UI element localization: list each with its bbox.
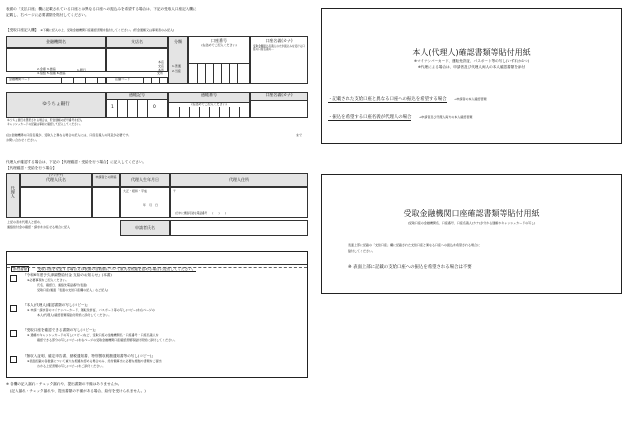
id-bullet-2-text: ・振込を希望する口座名義が代理人の場合	[328, 115, 412, 120]
proxy-furigana: (フリガナ)	[48, 173, 64, 177]
proxy-birth-header-cell	[120, 173, 170, 187]
doc-sub-1-3: 受取口座(裏面「表面の支給口座欄の記入」など記入)	[37, 288, 109, 292]
branch-opt-1: 本店	[157, 60, 164, 64]
id-bullet-2-arrow: →申請者及び代理人両方の本人確認書類	[418, 115, 473, 119]
branch-opt-3: 本所	[157, 68, 164, 72]
doc-checkbox-4[interactable]	[10, 356, 17, 363]
bank-name-header: 金融機関名	[46, 39, 66, 44]
doc-sub-3-2: 確認できる部分の写し(コピー)を右ページの受取金融機関口座確認書類等貼付用紙に添付してください。	[37, 338, 178, 342]
bank-panel-sub: (受取口座の金融機関名、口座番号、口座名義人(カナ)が分かる通帳やキャッシュカードの写し)	[407, 221, 536, 225]
id-bullet-1-text: ・記載された支給口座と異なる口座への振込を希望する場合	[328, 97, 447, 102]
bank-panel-emphasis: ※ 表面上部に記載の支給口座への振込を希望される場合は不要	[348, 265, 472, 270]
bank-opt-4: 4.信組	[37, 71, 46, 75]
doc-checkbox-3[interactable]	[10, 330, 17, 337]
doc-sub-2-1: ※ 申請・請求者のマイナンバーカード、運転免許証、パスポート等の写し(コピー)を右ページの	[27, 308, 155, 312]
proxy-birth-input[interactable]	[120, 187, 170, 218]
intro-line-1: 表面の「支払口座」欄に記載されている口座とは異なる口座への振込みを希望する場合は、下記の受取人口座記入欄に	[6, 7, 197, 11]
intro-line-2: 記載し、右ページに必要書類を貼付してください。	[6, 13, 89, 17]
branch-opt-2: 支店	[157, 64, 164, 68]
proxy-relation-input[interactable]	[92, 187, 120, 218]
bank-code-cell[interactable]	[6, 77, 106, 84]
branch-code-cell[interactable]	[106, 77, 168, 84]
proxy-phone: (日中に連絡可能な電話番号 ( ) )	[175, 212, 226, 215]
kind-header-cell	[168, 36, 188, 84]
doc-sub-1-1: ※必要事項をご記入ください。	[27, 278, 69, 282]
doc-sub-3-1: ※ 通帳やキャッシュカードの写し(コピー)など、受取口座の金融機関名・口座番号・口座名義人を	[27, 333, 159, 337]
proxy-era: 大正・昭和・平成	[123, 189, 148, 193]
doc-title-2: 『本人(代理人)確認書類の写し(コピー)』	[23, 303, 90, 307]
account-footnote-1: (注)金融機関の口座名義が、受取人と異なる場合の記入には、口座名義人の同意が必要です。	[6, 133, 132, 137]
passbook-symbol-cell[interactable]	[106, 92, 168, 118]
bank-panel-note-2: 貼付してください。	[348, 249, 376, 253]
account-number-note: (右詰めでご記入ください)	[201, 42, 237, 47]
bank-code-label: 金融機関コード	[9, 77, 31, 81]
proxy-name-input[interactable]	[20, 187, 92, 218]
proxy-side-label: 代理人	[10, 186, 16, 198]
account-section-note: ※下欄に記入の上、受取金融機関口座確認書類を貼付してください。(貯金通帳又は事業者のみ記入)	[40, 28, 175, 32]
account-holder-cell[interactable]	[250, 36, 308, 84]
doc-sub-4-1: ※表面記載の各数値について重大な相違を認める場合のみ、給付額算出に必要な根拠や書類をご提出	[27, 359, 162, 363]
branch-opt-4: 支所	[157, 71, 164, 75]
documents-footer-1: ※ 各欄の記入漏れ・チェック漏れや、提出書類の不備はありませんか。	[6, 382, 122, 386]
proxy-birth-header: 代理人生年月日	[131, 177, 159, 182]
applicant-label: 申請者氏名	[135, 225, 155, 230]
bank-name-input[interactable]	[6, 48, 106, 72]
applicant-name-input[interactable]	[170, 220, 308, 236]
id-bullet-1-arrow: →申請者の本人確認書類	[453, 97, 487, 101]
branch-name-input[interactable]	[106, 48, 168, 72]
bank-opt-2: 2.金庫	[37, 67, 46, 71]
bank-panel-title: 受取金融機関口座確認書類等貼付用紙	[403, 209, 540, 218]
bank-opt-1: 1.銀行	[77, 68, 86, 72]
kind-header: 分類	[174, 39, 182, 44]
proxy-confirm-note-2: 連絡給付金の確認・請求をお任せる場合に記入	[7, 225, 71, 229]
proxy-address-header: 代理人住所	[229, 177, 249, 182]
id-document-panel	[321, 8, 622, 144]
branch-name-header: 支店名	[131, 39, 143, 44]
doc-checkbox-1[interactable]	[10, 275, 17, 282]
proxy-ymd: 年 月 日	[143, 203, 159, 207]
documents-box	[6, 251, 308, 378]
proxy-postal: 〒	[173, 189, 177, 193]
passbook-number-note: (右詰めでご記入ください)	[191, 102, 227, 106]
doc-title-1: 『令和6年度予久津調整給付金 支給のお知らせ』(本書)	[23, 273, 112, 277]
doc-checkbox-2[interactable]	[10, 305, 17, 312]
kind-option-1: 1.普通	[172, 64, 181, 68]
documents-footer-2: (記入漏れ・チェック漏れや、提出書類の不備がある場合、給付を受けられません。)	[10, 389, 146, 393]
yucho-label: ゆうちょ銀行	[42, 102, 70, 107]
doc-sub-4-2: わかる上記書類の写し(コピー)をご添付ください。	[37, 364, 106, 368]
proxy-name-header: 代理人氏名	[46, 176, 66, 182]
proxy-title: 【代理確認・受給を行う場合】	[6, 166, 57, 170]
account-footnote-tail: まで	[296, 133, 303, 137]
proxy-relation-header-cell	[92, 173, 120, 187]
id-panel-bullet-2	[328, 115, 472, 121]
proxy-name-header-cell	[20, 173, 92, 187]
bank-options-2	[37, 72, 66, 76]
proxy-address-header-cell	[170, 173, 308, 187]
doc-title-3: 『受取口座を確認できる書類の写し(コピー)』	[23, 328, 98, 332]
doc-title-4: 『無収入証明、確定申告書、納税通知書、特別徴収税額通知書等の写し(コピー)』	[23, 354, 156, 358]
passbook-number-cell[interactable]	[168, 92, 250, 118]
applicant-header-cell	[120, 220, 170, 236]
account-number-header: 口座番号	[211, 38, 227, 43]
proxy-intro: 代理人が確認する場合は、下記の【代理確認・受給を行う場合】に記入してください。	[6, 160, 147, 164]
id-panel-sub-2: ※代理による場合は、申請者及び代理人両人の本人確認書類を添付	[417, 65, 526, 69]
bank-document-panel	[321, 174, 622, 294]
yucho-holder-header: 口座名義(カナ)	[251, 93, 307, 101]
account-holder-header: 口座名義(カナ)	[265, 38, 293, 43]
documents-header-text: 受取口座を変更する場合又は表面の各数値について重大な相違を認める場合に提出してください。	[37, 267, 196, 271]
yucho-note-2: キャッシュカードの記載は事前に確認して記入してください。	[7, 122, 83, 126]
branch-code-label: 店舗コード	[115, 77, 131, 81]
yucho-cell[interactable]	[6, 92, 106, 118]
proxy-relation-header: 申請者との関係	[95, 175, 117, 179]
passbook-number-header: 通帳番号	[169, 93, 249, 103]
yucho-holder-cell[interactable]	[250, 92, 308, 118]
id-panel-bullet-1	[328, 97, 486, 103]
doc-sub-1-2: 氏名、確認日、連絡先電話番号(表面)	[37, 283, 88, 287]
documents-header-label: 添付書類	[13, 267, 28, 271]
account-holder-note: 受取金額振込名義人の方が振込みを受ける口座の口座名義の...	[253, 44, 305, 51]
symbol-zero: 0	[153, 105, 156, 110]
symbol-one: 1	[111, 105, 114, 110]
proxy-address-input[interactable]	[170, 187, 308, 218]
doc-sub-2-2: 本人(代理人)確認書類等貼付用紙に添付してください。	[37, 313, 112, 317]
proxy-confirm-note-1: 上記の者を代理人と認め、	[7, 220, 43, 224]
account-section-title	[6, 28, 174, 33]
id-panel-title: 本人(代理人)確認書類等貼付用紙	[412, 48, 531, 57]
bank-name-header-cell	[6, 36, 106, 48]
bank-panel-note-1: 表面上部に記載の「支給口座」欄に記載された支給口座と異なる口座への振込を希望される場合に	[348, 243, 481, 247]
account-title-text: 【受取口座記入欄】	[6, 28, 39, 32]
bank-opt-3: 3.農協	[46, 67, 56, 71]
kind-option-2: 2.当座	[172, 69, 181, 73]
id-panel-sub-1: ※マイナンバーカード、運転免許証、パスポート等の写し(いずれか1つ)	[413, 59, 529, 63]
bank-opt-5: 5.信連	[46, 71, 56, 75]
proxy-side-cell	[6, 173, 20, 218]
yucho-note-1: ゆうちょ銀行を選択される場合は、貯金通帳の記号番号を記入	[7, 118, 83, 122]
bank-opt-6: 6.漁協	[56, 71, 66, 75]
passbook-symbol-header: 通帳記号	[107, 93, 167, 100]
account-number-cell[interactable]	[188, 36, 250, 84]
account-footnote-2: お問い合わせください。	[6, 138, 40, 142]
branch-name-header-cell	[106, 36, 168, 48]
